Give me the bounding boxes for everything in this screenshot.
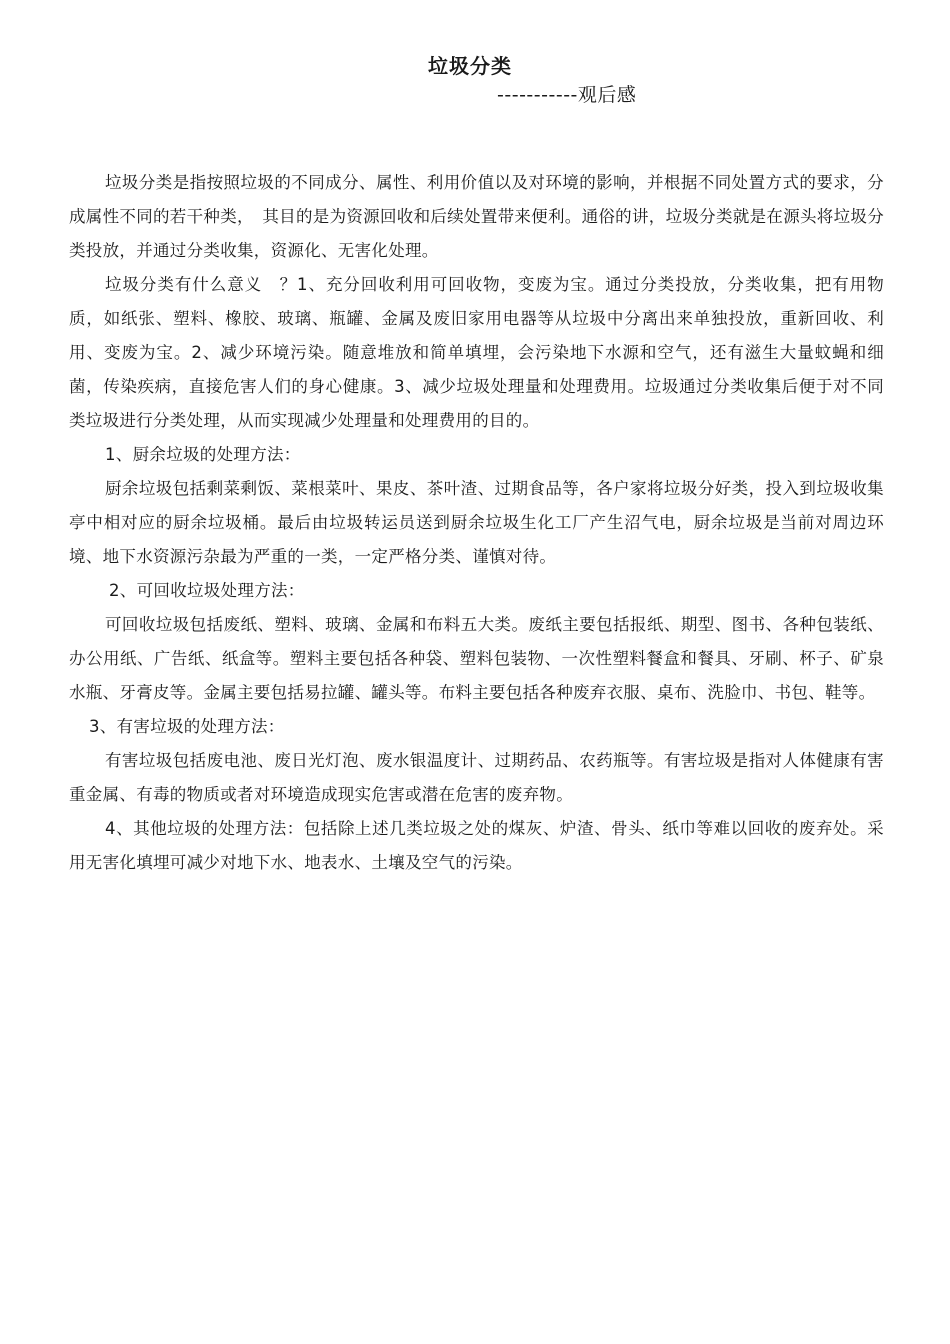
paragraph-hazardous-waste: 有害垃圾包括废电池、废日光灯泡、废水银温度计、过期药品、农药瓶等。有害垃圾是指对人体健康有害重金属、有毒的物质或者对环境造成现实危害或潜在危害的废弃物。 [69,751,884,804]
paragraph-kitchen-waste: 厨余垃圾包括剩菜剩饭、菜根菜叶、果皮、茶叶渣、过期食品等，各户家将垃圾分好类，投入到垃圾收集亭中相对应的厨余垃圾桶。最后由垃圾转运员送到厨余垃圾生化工厂产生沼气电，厨余垃圾是当前对周边环境、地下水资源污杂最为严重的一类，一定严格分类、谨慎对待。 [69,479,884,566]
document-title: 垃圾分类 [428,54,512,78]
paragraph-other-waste: 4、其他垃圾的处理方法：包括除上述几类垃圾之处的煤灰、炉渣、骨头、纸巾等难以回收的废弃处。采用无害化填埋可减少对地下水、地表水、土壤及空气的污染。 [69,819,884,872]
heading-kitchen-waste: 1、厨余垃圾的处理方法： [105,445,301,464]
paragraph-recyclable-waste: 可回收垃圾包括废纸、塑料、玻璃、金属和布料五大类。废纸主要包括报纸、期型、图书、各种包装纸、办公用纸、广告纸、纸盒等。塑料主要包括各种袋、塑料包装物、一次性塑料餐盒和餐具、牙刷、杯子、矿泉水瓶、牙膏皮等。金属主要包括易拉罐、罐头等。布料主要包括各种废弃衣服、桌布、洗脸巾、书包、鞋等。 [69,615,884,702]
heading-recyclable-waste: 2、可回收垃圾处理方法： [109,581,305,600]
heading-hazardous-waste: 3、有害垃圾的处理方法： [89,717,285,736]
document-body [69,166,884,880]
paragraph-definition: 垃圾分类是指按照垃圾的不同成分、属性、利用价值以及对环境的影响，并根据不同处置方式的要求，分成属性不同的若干种类， 其目的是为资源回收和后续处置带来便利。通俗的讲，垃圾分类就是在源头将垃圾分类投放，并通过分类收集，资源化、无害化处理。 [69,173,884,260]
document-subtitle: -----------观后感 [497,84,637,106]
paragraph-significance: 垃圾分类有什么意义 ？1、充分回收利用可回收物，变废为宝。通过分类投放，分类收集，把有用物质，如纸张、塑料、橡胶、玻璃、瓶罐、金属及废旧家用电器等从垃圾中分离出来单独投放，重新回收、利用、变废为宝。2、减少环境污染。随意堆放和简单填埋，会污染地下水源和空气，还有滋生大量蚊蝇和细菌，传染疾病，直接危害人们的身心健康。3、减少垃圾处理量和处理费用。垃圾通过分类收集后便于对不同类垃圾进行分类处理，从而实现减少处理量和处理费用的目的。 [69,275,884,430]
